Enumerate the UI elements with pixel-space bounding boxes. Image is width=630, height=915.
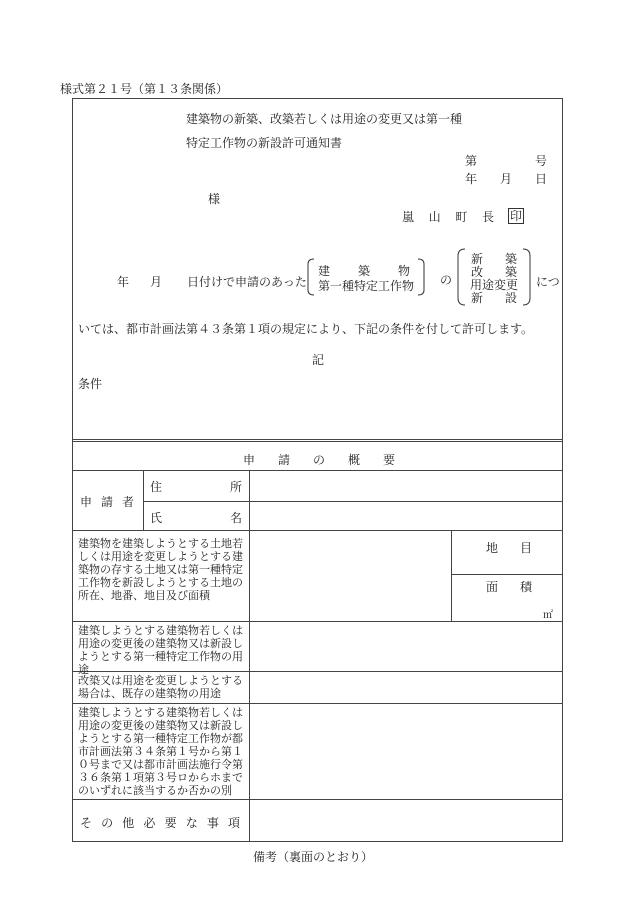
seal-mark: 印 <box>510 209 523 223</box>
applicability-label: 建築しようとする建築物若しくは用途の変更後の建築物又は新設しようとする第一種特定工作物が都市計画法第３４条第１号から第１０号まで又は都市計画法施行令第３６条第１項第３号ロからホまでのいずれに該当するか否かの別 <box>78 706 243 797</box>
tsuki-text: につ <box>536 275 560 289</box>
section-separator <box>72 439 563 442</box>
addressee-suffix: 様 <box>208 192 221 206</box>
row-line <box>72 470 563 471</box>
particle-no: の <box>440 273 453 287</box>
applicant-label: 申 請 者 <box>80 495 134 509</box>
row-line <box>451 574 563 575</box>
action-new-install: 新 設 <box>471 291 517 305</box>
form-label: 様式第２１号（第１３条関係） <box>60 82 229 96</box>
object-option-structure: 第一種特定工作物 <box>318 279 415 293</box>
title-line-2: 特定工作物の新設許可通知書 <box>186 136 343 150</box>
area-unit: ㎡ <box>543 610 553 621</box>
ki-label: 記 <box>312 353 325 367</box>
body-text: いては、都市計画法第４３条第１項の規定により、下記の条件を付して許可します。 <box>78 322 534 336</box>
row-line <box>72 703 563 704</box>
application-year: 年 <box>117 275 130 289</box>
remarks: 備考（裏面のとおり） <box>253 850 374 864</box>
object-option-building: 建 築 物 <box>318 264 410 278</box>
name-label: 氏 名 <box>150 511 242 525</box>
other-label: そ の 他 必 要 な 事 項 <box>80 816 240 830</box>
action-change-use: 用途変更 <box>470 278 519 292</box>
summary-header: 申 請 の 概 要 <box>243 453 395 467</box>
land-category-label: 地 目 <box>486 541 532 555</box>
address-label: 住 所 <box>150 480 242 494</box>
column-line <box>451 530 452 621</box>
building-use-label: 建築しようとする建築物若しくは用途の変更後の建築物又は新設しようとする第一種特定工作物の用途 <box>78 624 243 676</box>
area-label: 面 積 <box>486 580 532 594</box>
row-line <box>143 501 563 502</box>
action-new-build: 新 築 <box>471 252 517 266</box>
row-line <box>72 621 563 622</box>
existing-use-label: 改築又は用途を変更しようとする場合は、既存の建築物の用途 <box>78 674 243 700</box>
column-line <box>143 470 144 530</box>
conditions-label: 条件 <box>78 377 103 391</box>
land-location-label: 建築物を建築しようとする土地若しくは用途を変更しようとする建築物の存する土地又は第一種特定工作物を新設しようとする土地の所在、地番、地目及び面積 <box>78 537 243 602</box>
row-line <box>72 530 563 531</box>
application-month: 月 <box>150 275 163 289</box>
action-rebuild: 改 築 <box>471 265 517 279</box>
issue-date: 年 月 日 <box>465 172 547 186</box>
document-number: 第 号 <box>465 154 547 168</box>
title-line-1: 建築物の新築、改築若しくは用途の変更又は第一種 <box>186 112 463 126</box>
row-line <box>72 799 563 800</box>
column-line <box>249 470 250 842</box>
issuer: 嵐 山 町 長 <box>402 210 494 224</box>
application-text: 日付けで申請のあった <box>187 275 307 289</box>
